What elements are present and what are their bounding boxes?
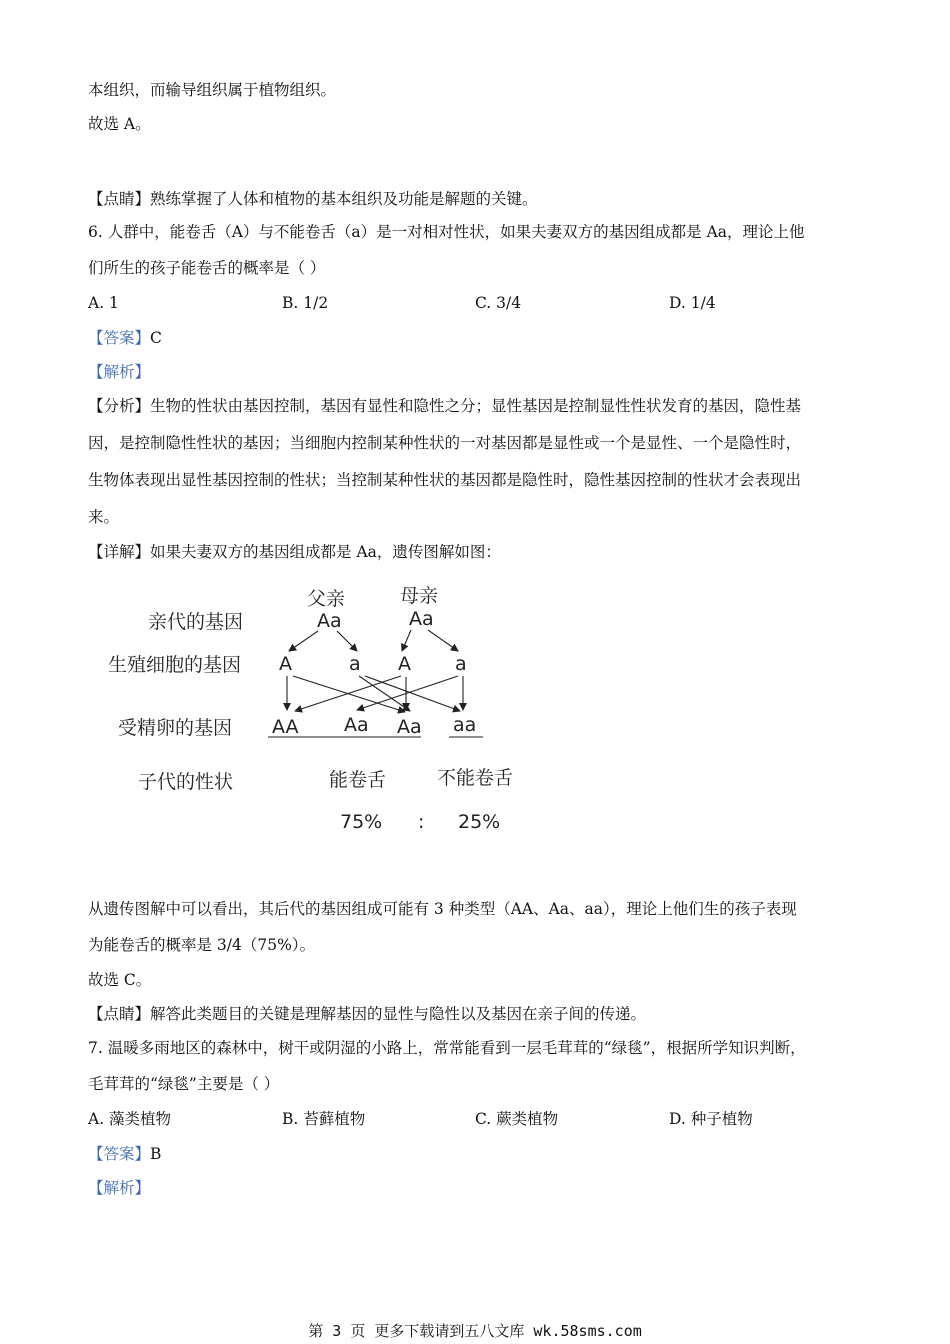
ratio-recessive: 25% — [458, 811, 501, 833]
ratio-separator: : — [418, 811, 425, 833]
zygote: Aa — [344, 714, 369, 736]
zygote: AA — [272, 716, 299, 738]
tip-text: 熟练掌握了人体和植物的基本组织及功能是解题的关键。 — [150, 190, 538, 208]
father-genotype: Aa — [317, 610, 342, 632]
answer-tag: 【答案】 — [88, 1145, 151, 1163]
option-a: A. 藻类植物 — [88, 1110, 172, 1128]
detail-line — [88, 542, 501, 562]
option-a: A. 1 — [88, 294, 119, 312]
mother-genotype: Aa — [409, 608, 434, 630]
zygote: aa — [453, 714, 477, 736]
analysis-line: 生物体表现出显性基因控制的性状；当控制某种性状的基因都是隐性时，隐性基因控制的性状才会表现出 — [88, 471, 802, 489]
detail-tag: 【详解】 — [88, 543, 151, 561]
answer-value: B — [150, 1145, 162, 1163]
fenxi-tag: 【分析】 — [88, 397, 151, 415]
text-line: 本组织，而输导组织属于植物组织。 — [88, 81, 337, 99]
arrow — [337, 631, 357, 651]
analysis-line: 因，是控制隐性性状的基因；当细胞内控制某种性状的一对基因都是显性或一个是显性、一个是隐性时， — [88, 434, 802, 452]
row-label-parents: 亲代的基因 — [148, 611, 244, 633]
gamete: a — [455, 653, 467, 675]
arrow — [289, 631, 318, 651]
gamete: A — [398, 653, 411, 675]
question-6-stem: 6. 人群中，能卷舌（A）与不能卷舌（a）是一对相对性状，如果夫妻双方的基因组成都是 Aa，理论上他 — [88, 223, 805, 241]
question-7-stem: 7. 温暖多雨地区的森林中，树干或阴湿的小路上，常常能看到一层毛茸茸的“绿毯”，根据所学知识判断， — [88, 1039, 806, 1057]
row-label-zygotes: 受精卵的基因 — [118, 717, 233, 739]
analysis-tag: 【解析】 — [88, 363, 151, 381]
text-line: 从遗传图解中可以看出，其后代的基因组成可能有 3 种类型（AA、Aa、aa），理论上他们生的孩子表现 — [88, 900, 797, 918]
fenxi-text: 生物的性状由基因控制，基因有显性和隐性之分；显性基因是控制显性性状发育的基因，隐性基 — [150, 397, 802, 415]
option-c: C. 3/4 — [475, 294, 522, 312]
tip-tag: 【点睛】 — [88, 190, 151, 208]
analysis-line: 来。 — [88, 508, 120, 526]
arrow — [293, 676, 405, 712]
tip-line — [88, 189, 538, 209]
mother-label: 母亲 — [400, 585, 439, 607]
option-d: D. 种子植物 — [669, 1110, 753, 1128]
arrow — [357, 676, 458, 710]
option-d: D. 1/4 — [669, 294, 716, 312]
option-b: B. 苔藓植物 — [282, 1110, 366, 1128]
text-line: 为能卷舌的概率是 3/4（75%）。 — [88, 936, 316, 954]
tip-line — [88, 1004, 646, 1024]
row-label-gametes: 生殖细胞的基因 — [108, 654, 242, 676]
father-label: 父亲 — [307, 588, 346, 610]
arrow — [359, 676, 410, 711]
arrow — [365, 676, 460, 711]
gamete: A — [279, 653, 292, 675]
text-line: 故选 A。 — [88, 115, 151, 133]
option-c: C. 蕨类植物 — [475, 1110, 559, 1128]
option-b: B. 1/2 — [282, 294, 329, 312]
arrow — [402, 630, 411, 651]
tip-text: 解答此类题目的关键是理解基因的显性与隐性以及基因在亲子间的传递。 — [150, 1005, 647, 1023]
gamete: a — [349, 653, 361, 675]
trait-recessive: 不能卷舌 — [437, 767, 514, 789]
row-label-traits: 子代的性状 — [138, 771, 234, 793]
answer-value: C — [150, 329, 162, 347]
answer-tag: 【答案】 — [88, 329, 151, 347]
question-6-stem: 们所生的孩子能卷舌的概率是（ ） — [88, 259, 326, 277]
detail-text: 如果夫妻双方的基因组成都是 Aa，遗传图解如图： — [150, 543, 501, 561]
arrow — [428, 630, 458, 651]
ratio-dominant: 75% — [340, 811, 383, 833]
analysis-tag: 【解析】 — [88, 1179, 151, 1197]
text-line: 故选 C。 — [88, 971, 152, 989]
trait-dominant: 能卷舌 — [329, 769, 387, 791]
zygote: Aa — [397, 716, 422, 738]
answer-line — [88, 1144, 161, 1164]
answer-line — [88, 328, 162, 348]
analysis-line — [88, 396, 801, 416]
question-7-stem: 毛茸茸的“绿毯”主要是（ ） — [88, 1075, 280, 1093]
arrow — [295, 676, 401, 711]
tip-tag: 【点睛】 — [88, 1005, 151, 1023]
page-footer: 第 3 页 更多下载请到五八文库 wk.58sms.com — [308, 1322, 642, 1340]
